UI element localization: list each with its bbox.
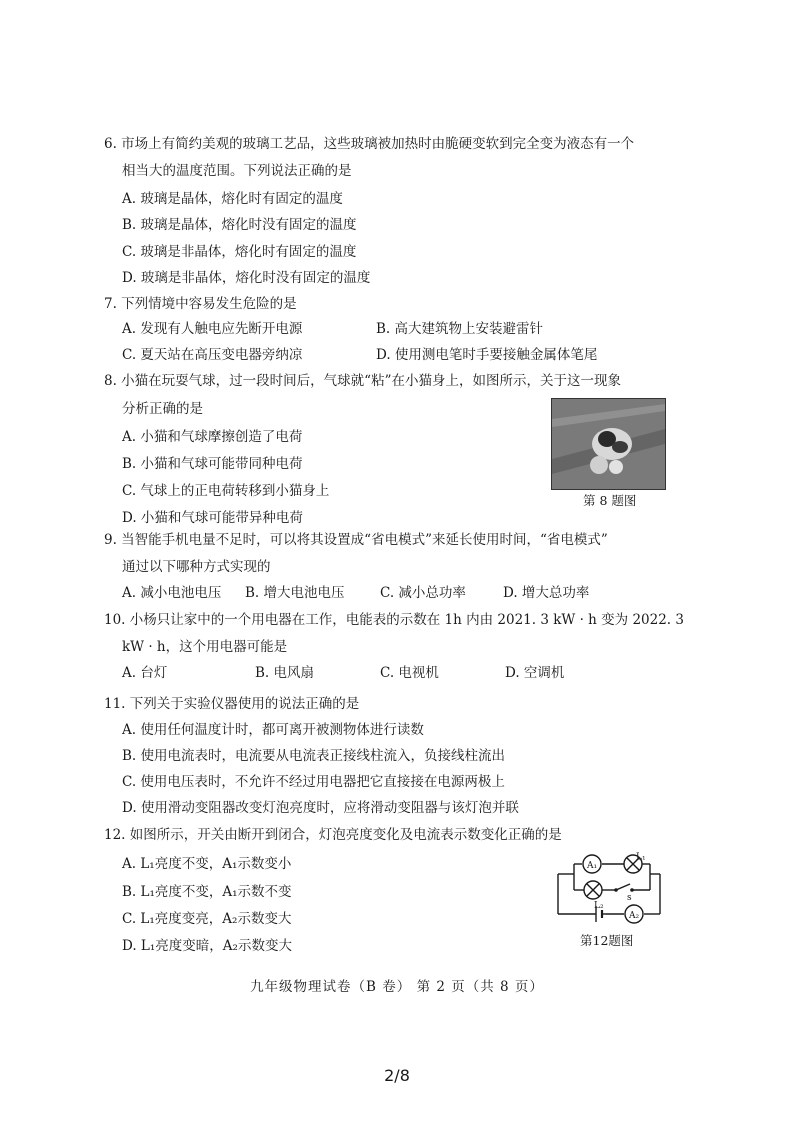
q8-option-d: D. 小猫和气球可能带异种电荷 <box>122 510 303 526</box>
q12-option-d: D. L₁亮度变暗，A₂示数变大 <box>122 938 292 954</box>
q8-stem-line1: 8. 小猫在玩耍气球，过一段时间后，气球就“粘”在小猫身上，如图所示，关于这一现象 <box>104 373 621 389</box>
circuit-label-l2: L₂ <box>594 901 604 911</box>
q10-stem-line2: kW · h，这个用电器可能是 <box>122 639 288 655</box>
q11-option-d: D. 使用滑动变阻器改变灯泡亮度时，应将滑动变阻器与该灯泡并联 <box>122 800 519 816</box>
q8-stem-line2: 分析正确的是 <box>122 401 203 417</box>
q6-option-a: A. 玻璃是晶体，熔化时有固定的温度 <box>122 191 343 207</box>
q6-option-c: C. 玻璃是非晶体，熔化时有固定的温度 <box>122 244 357 260</box>
q12-option-a: A. L₁亮度不变，A₁示数变小 <box>122 856 292 872</box>
q10-option-b: B. 电风扇 <box>255 665 315 681</box>
circuit-label-s: s <box>627 893 632 903</box>
page-indicator: 2/8 <box>384 1066 410 1085</box>
q12-circuit-diagram <box>554 850 666 928</box>
q9-stem-line1: 9. 当智能手机电量不足时，可以将其设置成“省电模式”来延长使用时间，“省电模式” <box>104 532 608 548</box>
q10-option-d: D. 空调机 <box>505 665 565 681</box>
q7-option-c: C. 夏天站在高压变电器旁纳凉 <box>122 347 303 363</box>
q7-option-b: B. 高大建筑物上安装避雷针 <box>376 321 544 337</box>
q7-stem-line1: 7. 下列情境中容易发生危险的是 <box>104 296 297 312</box>
page-footer: 九年级物理试卷（B 卷） 第 2 页（共 8 页） <box>250 979 544 995</box>
q6-stem-line1: 6. 市场上有简约美观的玻璃工艺品，这些玻璃被加热时由脆硬变软到完全变为液态有一个 <box>104 136 635 152</box>
q10-option-c: C. 电视机 <box>380 665 439 681</box>
q9-stem-line2: 通过以下哪种方式实现的 <box>122 559 271 575</box>
q6-option-d: D. 玻璃是非晶体，熔化时没有固定的温度 <box>122 270 371 286</box>
circuit-label-l1: L₁ <box>636 852 646 863</box>
q7-option-d: D. 使用测电笔时手要接触金属体笔尾 <box>376 347 598 363</box>
q8-option-a: A. 小猫和气球摩擦创造了电荷 <box>122 429 303 445</box>
q9-option-a: A. 减小电池电压 <box>122 585 222 601</box>
q11-option-b: B. 使用电流表时，电流要从电流表正接线柱流入，负接线柱流出 <box>122 748 506 764</box>
q9-option-d: D. 增大总功率 <box>503 585 590 601</box>
circuit-label-a2: A₂ <box>629 911 640 921</box>
q8-cat-balloon-photo <box>551 398 666 490</box>
q12-option-c: C. L₁亮度变亮，A₂示数变大 <box>122 911 292 927</box>
q12-stem-line1: 12. 如图所示，开关由断开到闭合，灯泡亮度变化及电流表示数变化正确的是 <box>104 827 562 843</box>
q11-option-c: C. 使用电压表时，不允许不经过用电器把它直接接在电源两极上 <box>122 774 505 790</box>
q8-figure-caption: 第 8 题图 <box>583 493 637 508</box>
q11-stem-line1: 11. 下列关于实验仪器使用的说法正确的是 <box>104 696 360 712</box>
q8-option-c: C. 气球上的正电荷转移到小猫身上 <box>122 483 330 499</box>
q10-stem-line1: 10. 小杨只让家中的一个用电器在工作，电能表的示数在 1h 内由 2021. 3 kW · h 变为 2022. 3 <box>104 612 684 628</box>
q6-stem-line2: 相当大的温度范围。下列说法正确的是 <box>122 163 352 179</box>
q12-figure-caption: 第12题图 <box>580 933 634 948</box>
q7-option-a: A. 发现有人触电应先断开电源 <box>122 321 303 337</box>
q9-option-b: B. 增大电池电压 <box>245 585 345 601</box>
q8-option-b: B. 小猫和气球可能带同种电荷 <box>122 456 303 472</box>
q6-option-b: B. 玻璃是晶体，熔化时没有固定的温度 <box>122 217 357 233</box>
q9-option-c: C. 减小总功率 <box>380 585 466 601</box>
q12-option-b: B. L₁亮度不变，A₁示数不变 <box>122 884 292 900</box>
circuit-label-a1: A₁ <box>587 861 598 871</box>
q10-option-a: A. 台灯 <box>122 665 168 681</box>
q11-option-a: A. 使用任何温度计时，都可离开被测物体进行读数 <box>122 722 424 738</box>
